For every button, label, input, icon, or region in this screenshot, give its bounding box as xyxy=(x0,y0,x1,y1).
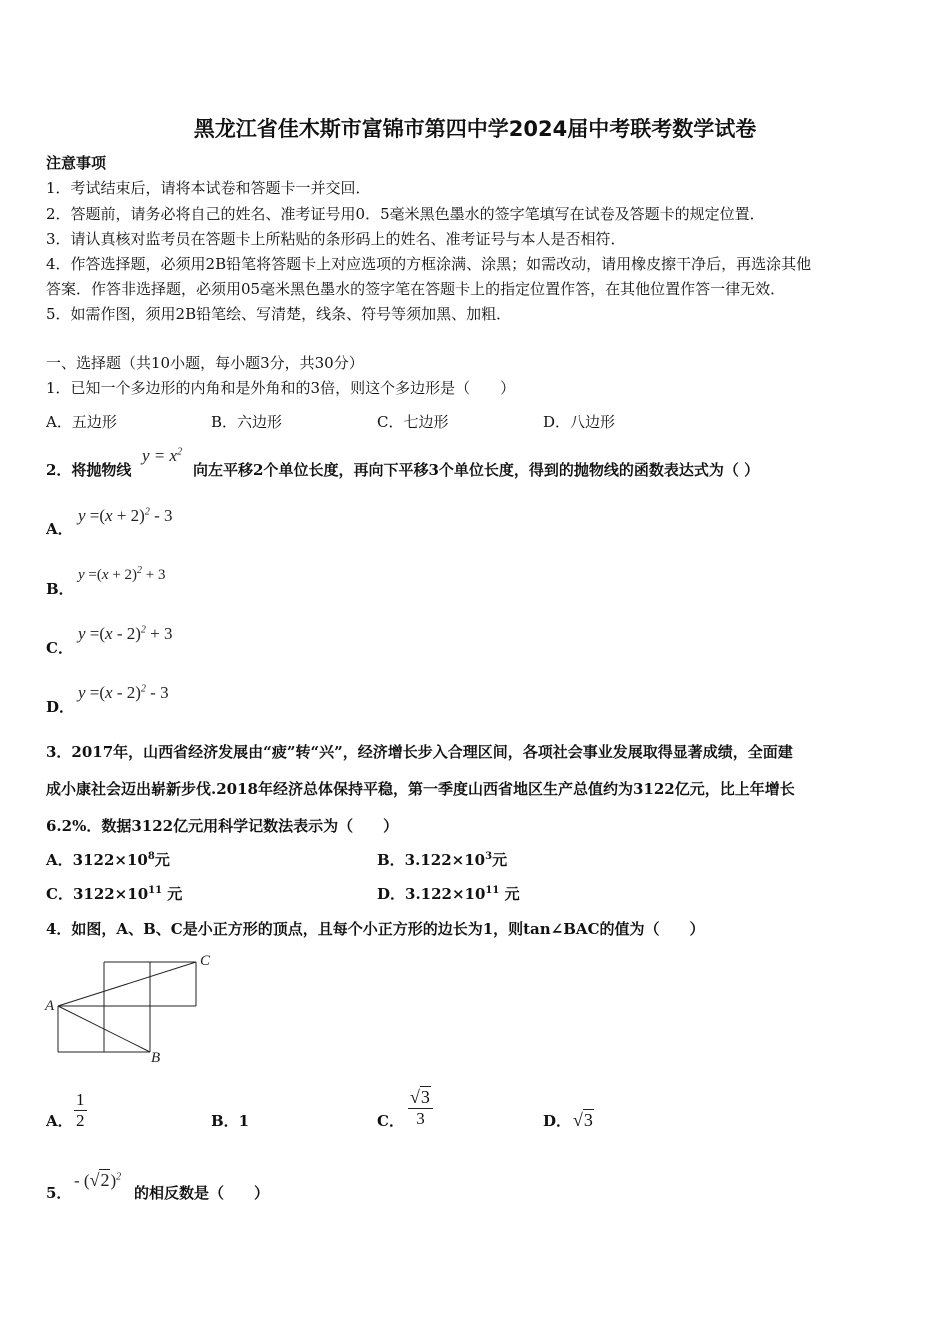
q3-option-c: C．$3122\times 10^{11}$ 元 xyxy=(46,885,183,903)
q3-option-d: D．$3.122\times 10^{11}$ 元 xyxy=(377,885,520,903)
point-label-b: B xyxy=(151,1050,161,1066)
q4-option-d-label: D． xyxy=(543,1112,572,1130)
q4-option-c-label: C． xyxy=(377,1112,404,1130)
q3-option-b: B．$3.122\times 10^3$元 xyxy=(377,851,508,869)
notice-item-5: 5．如需作图，须用2B铅笔绘、写清楚，线条、符号等须加黑、加粗． xyxy=(46,305,512,323)
q4-option-c-fraction: $\frac{√3}{3}$ xyxy=(408,1087,433,1129)
q3-option-a: A．$3122\times 10^8$元 xyxy=(46,851,170,869)
notice-item-4-cont: 答案．作答非选择题，必须用05毫米黑色墨水的签字笔在答题卡上的指定位置作答，在其他位置作答一律无效． xyxy=(46,280,786,298)
q2-option-b-formula: $y =(x + 2)^2 + 3$ xyxy=(78,565,166,583)
notice-item-1: 1．考试结束后，请将本试卷和答题卡一并交回． xyxy=(46,179,371,197)
point-label-a: A xyxy=(45,998,55,1014)
notice-item-3: 3．请认真核对监考员在答题卡上所粘贴的条形码上的姓名、准考证号与本人是否相符． xyxy=(46,230,626,248)
q2-option-c-label: C． xyxy=(46,639,73,657)
q1-stem: 1．已知一个多边形的内角和是外角和的3倍，则这个多边形是（ ） xyxy=(46,379,516,397)
q3-stem-line-2: 成小康社会迈出崭新步伐.2018年经济总体保持平稳，第一季度山西省地区生产总值约为3122亿元，比上年增长 xyxy=(46,780,795,798)
q4-option-a-label: A． xyxy=(46,1112,73,1130)
q2-option-a-label: A． xyxy=(46,520,73,538)
q5-stem-suffix: 的相反数是（ ） xyxy=(134,1184,270,1202)
q4-option-a-fraction: $\frac{1}{2}$ xyxy=(76,1090,85,1130)
q2-option-c-formula: y =(x - 2)$^2$ + 3 xyxy=(78,624,173,643)
q5-number: 5． xyxy=(46,1184,72,1202)
q1-option-c: C．七边形 xyxy=(377,413,449,431)
q4-option-d-sqrt: √3 xyxy=(573,1110,593,1130)
q2-option-a-formula: $y =(x + 2)^2 - 3$ xyxy=(78,506,173,525)
q3-stem-line-3: 6.2%．数据3122亿元用科学记数法表示为（ ） xyxy=(46,817,399,835)
q4-option-b: B．1 xyxy=(211,1112,250,1130)
q2-stem-prefix: 2．将抛物线 xyxy=(46,461,132,479)
q1-option-a: A．五边形 xyxy=(46,413,117,431)
q2-equation: $y = x^2$ xyxy=(142,446,183,465)
q1-option-b: B．六边形 xyxy=(211,413,283,431)
q4-stem: 4．如图，A、B、C是小正方形的顶点，且每个小正方形的边长为1，则tan∠BAC的值为（ ） xyxy=(46,920,705,938)
point-label-c: C xyxy=(200,953,211,969)
q3-stem-line-1: 3．2017年，山西省经济发展由“疲”转“兴”，经济增长步入合理区间，各项社会事业发展取得显著成绩，全面建 xyxy=(46,743,793,761)
q1-option-d: D．八边形 xyxy=(543,413,616,431)
segment-ac xyxy=(58,962,196,1006)
notice-item-4: 4．作答选择题，必须用2B铅笔将答题卡上对应选项的方框涂满、涂黑；如需改动，请用橡皮擦干净后，再选涂其他 xyxy=(46,255,812,273)
q2-option-b-label: B． xyxy=(46,580,74,598)
q2-option-d-label: D． xyxy=(46,698,75,716)
q2-option-d-formula: y =(x - 2)$^2$ - 3 xyxy=(78,683,169,702)
q4-grid-figure xyxy=(40,948,230,1068)
page-title: 黑龙江省佳木斯市富锦市第四中学2024届中考联考数学试卷 xyxy=(193,117,757,141)
q5-expression: - $(√2)^2$ xyxy=(74,1170,122,1190)
notice-item-2: 2．答题前，请务必将自己的姓名、准考证号用0．5毫米黑色墨水的签字笔填写在试卷及答题卡的规定位置． xyxy=(46,205,765,223)
section-heading: 一、选择题（共10小题，每小题3分，共30分） xyxy=(46,354,364,372)
notice-heading: 注意事项 xyxy=(46,154,107,172)
q2-stem-suffix: 向左平移2个单位长度，再向下平移3个单位长度，得到的抛物线的函数表达式为（ ） xyxy=(193,461,760,479)
